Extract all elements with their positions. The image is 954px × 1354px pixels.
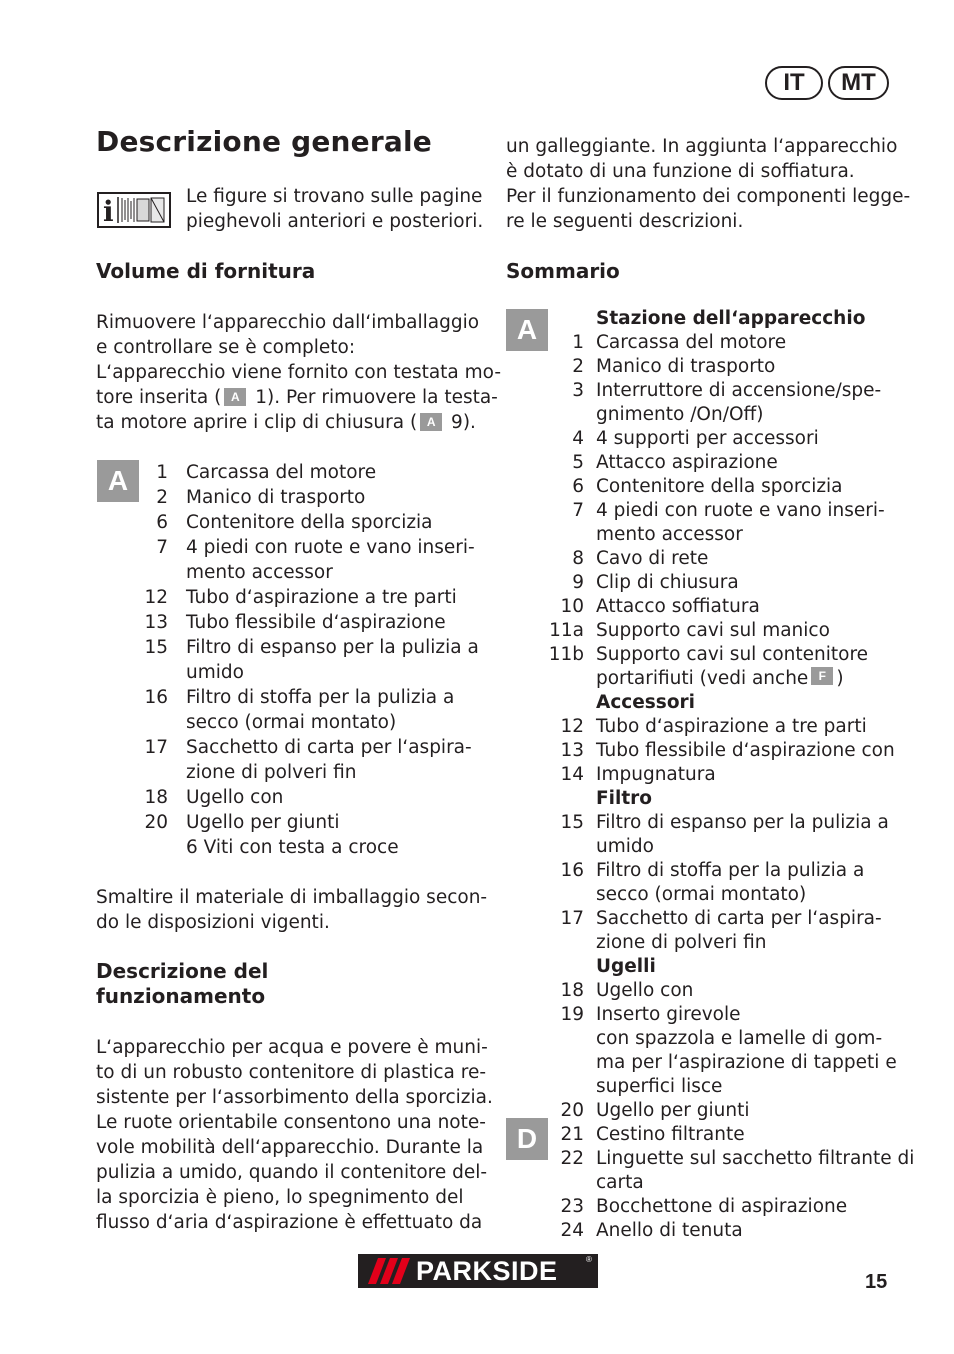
item-number: 12 xyxy=(560,716,584,737)
item-text: Clip di chiusura xyxy=(596,572,739,593)
item-number: 8 xyxy=(572,548,584,569)
list-item xyxy=(540,1123,914,1147)
list-item xyxy=(130,460,479,485)
item-text: carta xyxy=(596,1172,644,1193)
item-text: Filtro di espanso per la pulizia a xyxy=(186,637,479,658)
item-text: 4 piedi con ruote e vano inseri- xyxy=(186,537,475,558)
list-item xyxy=(540,955,914,979)
list-item xyxy=(130,485,479,510)
list-item xyxy=(540,715,914,739)
item-text: Contenitore della sporcizia xyxy=(596,476,843,497)
item-number: 16 xyxy=(144,687,168,708)
item-number: 14 xyxy=(560,764,584,785)
item-number: 18 xyxy=(560,980,584,1001)
figure-ref-badge: F xyxy=(811,667,833,685)
item-number: 24 xyxy=(560,1220,584,1241)
item-text: gnimento /On/Off) xyxy=(596,404,764,425)
list-item xyxy=(540,427,914,451)
section-heading-sommario: Sommario xyxy=(506,259,620,283)
list-item xyxy=(540,403,914,427)
item-number xyxy=(130,710,168,735)
item-number: 13 xyxy=(560,740,584,761)
item-text: Cestino filtrante xyxy=(596,1124,745,1145)
list-item xyxy=(540,595,914,619)
item-text: Sacchetto di carta per l‘aspira- xyxy=(186,737,472,758)
list-item xyxy=(130,585,479,610)
figure-ref-badge: A xyxy=(224,388,246,406)
item-number xyxy=(540,931,584,955)
list-item xyxy=(540,1219,914,1243)
item-text: 4 piedi con ruote e vano inseri- xyxy=(596,500,885,521)
list-item xyxy=(540,1075,914,1099)
item-text: Accessori xyxy=(596,692,695,713)
item-text: Stazione dell‘apparecchio xyxy=(596,308,866,329)
item-text: zione di polveri fin xyxy=(596,932,767,953)
item-number xyxy=(540,835,584,859)
item-text: Filtro di stoffa per la pulizia a xyxy=(596,860,865,881)
item-number: 20 xyxy=(560,1100,584,1121)
item-number: 10 xyxy=(560,596,584,617)
item-number xyxy=(540,667,584,691)
parkside-logo xyxy=(358,1254,598,1288)
item-text: Supporto cavi sul manico xyxy=(596,620,830,641)
list-item xyxy=(130,510,479,535)
item-text: secco (ormai montato) xyxy=(186,712,397,733)
item-number: 19 xyxy=(560,1004,584,1025)
item-text: Interruttore di accensione/spe- xyxy=(596,380,882,401)
item-number: 7 xyxy=(572,500,584,521)
brand-name: PARKSIDE xyxy=(416,1256,558,1286)
item-number xyxy=(540,1051,584,1075)
item-text: portarifiuti (vedi anche xyxy=(596,668,809,689)
item-text: 4 supporti per accessori xyxy=(596,428,819,449)
list-item xyxy=(540,1147,914,1171)
item-number: 7 xyxy=(156,537,168,558)
list-item xyxy=(540,763,914,787)
list-item xyxy=(540,667,914,691)
item-text: Filtro di espanso per la pulizia a xyxy=(596,812,889,833)
item-text: Bocchettone di aspirazione xyxy=(596,1196,848,1217)
list-item xyxy=(540,979,914,1003)
item-number: 4 xyxy=(572,428,584,449)
item-text: Ugello con xyxy=(186,787,284,808)
item-number: 12 xyxy=(144,587,168,608)
list-item xyxy=(130,635,479,660)
volume-list xyxy=(130,460,479,860)
list-item xyxy=(130,810,479,835)
sommario-list xyxy=(540,307,914,1243)
item-number: 18 xyxy=(144,787,168,808)
item-number: 6 xyxy=(156,512,168,533)
item-text: Supporto cavi sul contenitore xyxy=(596,644,869,665)
list-item xyxy=(130,760,479,785)
item-number: 20 xyxy=(144,812,168,833)
list-item xyxy=(540,643,914,667)
list-item xyxy=(540,1027,914,1051)
list-item xyxy=(130,835,479,860)
list-item xyxy=(540,691,914,715)
list-item xyxy=(540,571,914,595)
list-item xyxy=(130,685,479,710)
info-text: Le figure si trovano sulle pagine pieghevoli anteriori e posteriori. xyxy=(186,186,484,232)
item-text: Tubo d‘aspirazione a tre parti xyxy=(186,587,457,608)
item-number: 2 xyxy=(156,487,168,508)
list-item xyxy=(540,859,914,883)
list-item xyxy=(540,331,914,355)
item-text: Attacco soffiatura xyxy=(596,596,760,617)
item-text: Ugello per giunti xyxy=(596,1100,750,1121)
item-text: Manico di trasporto xyxy=(596,356,776,377)
item-number xyxy=(540,307,584,331)
item-text: Ugello per giunti xyxy=(186,812,340,833)
item-number: 21 xyxy=(560,1124,584,1145)
list-item xyxy=(540,1051,914,1075)
item-number xyxy=(130,660,168,685)
item-text: secco (ormai montato) xyxy=(596,884,807,905)
list-item xyxy=(540,523,914,547)
item-text: superfici lisce xyxy=(596,1076,723,1097)
item-text: Ugello con xyxy=(596,980,694,1001)
list-item xyxy=(540,835,914,859)
list-item xyxy=(540,739,914,763)
item-text: Ugelli xyxy=(596,956,656,977)
item-number: 2 xyxy=(572,356,584,377)
item-number: 3 xyxy=(572,380,584,401)
item-number: 13 xyxy=(144,612,168,633)
item-number: 23 xyxy=(560,1196,584,1217)
item-text: Sacchetto di carta per l‘aspira- xyxy=(596,908,882,929)
section-heading-funzionamento: Descrizione del funzionamento xyxy=(96,959,269,1008)
item-text: Attacco aspirazione xyxy=(596,452,778,473)
list-item xyxy=(540,1003,914,1027)
page-number: 15 xyxy=(865,1271,888,1293)
list-item xyxy=(540,931,914,955)
list-item xyxy=(130,610,479,635)
figure-label-d: D xyxy=(506,1118,548,1160)
item-number: 17 xyxy=(144,737,168,758)
item-text: Linguette sul sacchetto filtrante di xyxy=(596,1148,915,1169)
item-number xyxy=(540,1075,584,1099)
item-number: 11a xyxy=(549,620,584,641)
list-item xyxy=(540,907,914,931)
item-number xyxy=(540,1027,584,1051)
funzionamento-paragraph: L‘apparecchio per acqua e povere è muni- to di un robusto contenitore di plastica re- sistente per l‘assorbimento della sporcizia. Le ruote orientabile consentono una note- vole mobilità dell‘apparecchio. Durante la pulizia a umido, quando il contenitore del- la sporcizia è pieno, lo spegnimento del flusso d‘aria d‘aspirazione è effettuato da xyxy=(96,1037,493,1233)
registered-mark: ® xyxy=(586,1255,592,1264)
item-text: ma per l‘aspirazione di tappeti e xyxy=(596,1052,897,1073)
item-text: 6 Viti con testa a croce xyxy=(186,837,399,858)
item-text: umido xyxy=(596,836,654,857)
list-item xyxy=(540,355,914,379)
item-text: mento accessor xyxy=(186,562,333,583)
item-text: Impugnatura xyxy=(596,764,716,785)
list-item xyxy=(130,535,479,560)
item-text: Anello di tenuta xyxy=(596,1220,743,1241)
item-number: 15 xyxy=(560,812,584,833)
volume-paragraph: Rimuovere l‘apparecchio dall‘imballaggio e controllare se è completo: L‘apparecchio viene fornito con testata mo- tore inserita ( A 1). Per rimuovere la testa- ta motore aprire i clip di chiusura ( A 9). xyxy=(96,312,502,433)
item-text: Filtro xyxy=(596,788,652,809)
item-text: Carcassa del motore xyxy=(186,462,377,483)
list-item xyxy=(540,307,914,331)
list-item xyxy=(130,710,479,735)
item-number xyxy=(540,955,584,979)
list-item xyxy=(540,1099,914,1123)
section-heading-volume: Volume di fornitura xyxy=(96,259,316,283)
list-item xyxy=(540,1171,914,1195)
item-number: 1 xyxy=(156,462,168,483)
list-item xyxy=(540,811,914,835)
item-number: 17 xyxy=(560,908,584,929)
item-text: mento accessor xyxy=(596,524,743,545)
item-number: 11b xyxy=(548,644,584,665)
list-item xyxy=(130,560,479,585)
list-item xyxy=(540,451,914,475)
item-number: 22 xyxy=(560,1148,584,1169)
item-number xyxy=(540,1171,584,1195)
item-text: zione di polveri fin xyxy=(186,762,357,783)
list-item xyxy=(130,660,479,685)
item-number: 5 xyxy=(572,452,584,473)
item-number: 16 xyxy=(560,860,584,881)
item-text: Tubo flessibile d‘aspirazione xyxy=(186,612,446,633)
item-text: con spazzola e lamelle di gom- xyxy=(596,1028,883,1049)
item-number: 9 xyxy=(572,572,584,593)
item-number xyxy=(130,560,168,585)
list-item xyxy=(540,787,914,811)
figure-label-a: A xyxy=(97,460,139,502)
item-text: Tubo d‘aspirazione a tre parti xyxy=(596,716,867,737)
item-text: Inserto girevole xyxy=(596,1004,741,1025)
list-item xyxy=(540,547,914,571)
item-text: Contenitore della sporcizia xyxy=(186,512,433,533)
list-item xyxy=(540,499,914,523)
lang-badge-it: IT xyxy=(765,66,823,100)
item-number: 15 xyxy=(144,637,168,658)
item-text-suffix: ) xyxy=(836,668,844,689)
item-text: Carcassa del motore xyxy=(596,332,787,353)
item-text: Tubo flessibile d‘aspirazione con xyxy=(596,740,895,761)
list-item xyxy=(540,475,914,499)
item-number xyxy=(130,835,168,860)
item-number xyxy=(540,787,584,811)
list-item xyxy=(130,785,479,810)
list-item xyxy=(540,883,914,907)
item-number: 6 xyxy=(572,476,584,497)
list-item xyxy=(130,735,479,760)
item-text: Manico di trasporto xyxy=(186,487,366,508)
item-number xyxy=(540,523,584,547)
funzionamento-continued: un galleggiante. In aggiunta l‘apparecchio è dotato di una funzione di soffiatura. Per il funzionamento dei componenti legge- re le seguenti descrizioni. xyxy=(506,136,911,232)
item-number xyxy=(540,403,584,427)
item-text: umido xyxy=(186,662,244,683)
info-book-icon xyxy=(97,192,171,228)
item-number xyxy=(540,883,584,907)
disposal-paragraph: Smaltire il materiale di imballaggio secon- do le disposizioni vigenti. xyxy=(96,887,488,933)
item-text: Cavo di rete xyxy=(596,548,709,569)
item-text: Filtro di stoffa per la pulizia a xyxy=(186,687,455,708)
figure-ref-badge: A xyxy=(420,413,442,431)
figure-label-a: A xyxy=(506,309,548,351)
list-item xyxy=(540,1195,914,1219)
list-item xyxy=(540,619,914,643)
list-item xyxy=(540,379,914,403)
lang-badge-mt: MT xyxy=(828,66,889,100)
page-title: Descrizione generale xyxy=(96,125,432,158)
svg-text:i: i xyxy=(103,195,114,228)
item-number xyxy=(540,691,584,715)
item-number xyxy=(130,760,168,785)
item-number: 1 xyxy=(572,332,584,353)
